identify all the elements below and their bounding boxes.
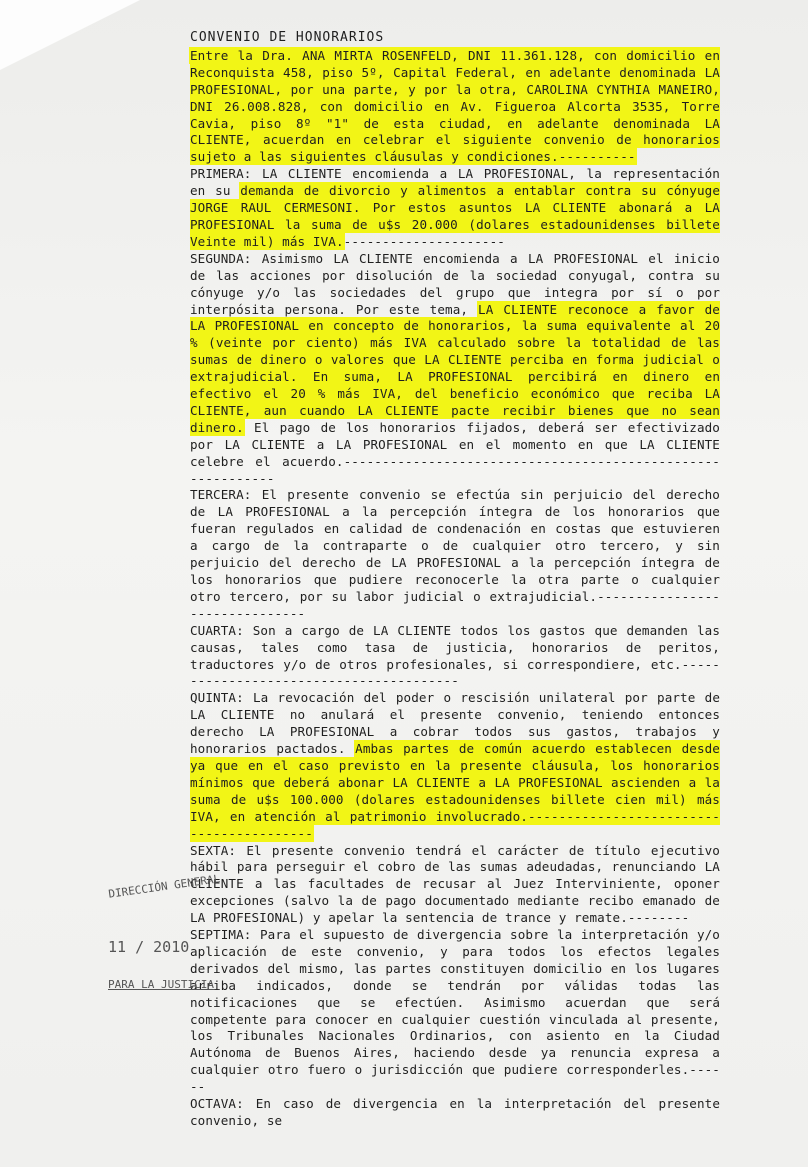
highlighted-text: LA CLIENTE reconoce a favor de LA PROFESIONAL en concepto de honorarios, la suma equivalente al 20 % (veinte por ciento) más IVA calculado sobre la totalidad de las sumas de dinero o valores que LA CLIENTE perciba en forma judicial o extrajudicial. En suma, LA PROFESIONAL percibirá en dinero en efectivo el 20 % más IVA, del beneficio económico que reciba LA CLIENTE, aun cuando LA CLIENTE pacte recibir bienes que no sean dinero. (190, 301, 720, 435)
clause-sexta: SEXTA: El presente convenio tendrá el carácter de título ejecutivo hábil para perseguir el cobro de las sumas adeudadas, renunciando LA CLIENTE a las facultades de recusar al Juez Interviniente, oponer excepciones (salvo la de pago documentado mediante recibo emanado de LA PROFESIONAL) y apelar la sentencia de trance y remate.-------- (190, 842, 720, 926)
folded-corner (0, 0, 140, 70)
clause-cuarta: CUARTA: Son a cargo de LA CLIENTE todos los gastos que demanden las causas, tales como tasa de justicia, honorarios de peritos, traductores y/o de otros profesionales, si correspondiere, etc.---------------------------------------- (190, 622, 720, 689)
highlighted-text: Ambas partes de común acuerdo establecen desde ya que en el caso previsto en la presente cláusula, los honorarios mínimos que deberá abonar LA CLIENTE a LA PROFESIONAL ascienden a la suma de u$s 100.000 (dolares estadounidenses billete cien mil) más IVA, en atención al patrimonio involucrado.----------------------------------------- (190, 741, 720, 841)
text-segment: El pago de los honorarios fijados, deberá ser efectivizado por LA CLIENTE a LA PROFESIONAL en el momento en que LA CLIENTE celebre el acuerdo.------------------------------------------------------------ (190, 419, 720, 486)
text-segment: --------------------- (343, 233, 505, 249)
text-segment: QUINTA: La revocación del poder o rescisión unilateral por parte de LA CLIENTE no anulará el presente convenio, teniendo entonces derecho LA PROFESIONAL a cobrar todos sus gastos, trabajos y honorarios pactados. (190, 690, 720, 757)
stamp-line-3: PARA LA JUSTICIA (108, 978, 214, 991)
stamp-date: 11 / 2010 (108, 938, 190, 956)
clause-quinta (190, 690, 720, 842)
clause-segunda (190, 251, 720, 488)
text-segment: PRIMERA: LA CLIENTE encomienda a LA PROFESIONAL, la representación en su (190, 166, 720, 199)
highlighted-text: Entre la Dra. ANA MIRTA ROSENFELD, DNI 11.361.128, con domicilio en Reconquista 458, piso 5º, Capital Federal, en adelante denominada LA PROFESIONAL, por una parte, y por la otra, CAROLINA CYNTHIA MANEIRO, DNI 26.008.828, con domicilio en Av. Figueroa Alcorta 3535, Torre Cavia, piso 8º "1" de esta ciudad, en adelante denominada LA CLIENTE, acuerdan en celebrar el siguiente convenio de honorarios sujeto a las siguientes cláusulas y condiciones.---------- (190, 47, 720, 165)
clause-primera (190, 166, 720, 251)
highlighted-text: demanda de divorcio y alimentos a entablar contra su cónyuge JORGE RAUL CERMESONI. Por estos asuntos LA CLIENTE abonará a LA PROFESIONAL la suma de u$s 20.000 (dolares estadounidenses billete Veinte mil) más IVA. (190, 183, 720, 249)
court-stamp (68, 860, 268, 1040)
document-title: CONVENIO DE HONORARIOS (190, 30, 385, 45)
clause-octava: OCTAVA: En caso de divergencia en la interpretación del presente convenio, se (190, 1096, 720, 1128)
text-segment: SEGUNDA: Asimismo LA CLIENTE encomienda a LA PROFESIONAL el inicio de las acciones por disolución de la sociedad conyugal, contra su cónyuge y/o las sociedades del grupo que integra por sí o por interpósita persona. Por este tema, (190, 250, 720, 317)
clause-septima: SEPTIMA: Para el supuesto de divergencia sobre la interpretación y/o aplicación de este convenio, y para todos los efectos legales derivados del mismo, las partes constituyen domicilio en los lugares arriba indicados, donde se tendrán por válidas todas las notificaciones que se efectúen. Asimismo acuerdan que será competente para conocer en cualquier cuestión vinculada al presente, los Tribunales Nacionales Ordinarios, con asiento en la Ciudad Autónoma de Buenos Aires, haciendo desde ya renuncia expresa a cualquier otro fuero o jurisdicción que pudiere corresponderles.------ (190, 927, 720, 1095)
intro-paragraph (190, 48, 720, 166)
agreement-text (190, 30, 720, 1130)
clause-tercera: TERCERA: El presente convenio se efectúa sin perjuicio del derecho de LA PROFESIONAL a la percepción íntegra de los honorarios que fueran regulados en calidad de condenación en costas que estuvieren a cargo de la contraparte o de cualquier otro tercero, y sin perjuicio del derecho de LA PROFESIONAL a la percepción íntegra de los honorarios que pudiere reconocerle la otra parte o cualquier otro tercero, por su labor judicial o extrajudicial.------------------------------- (190, 487, 720, 621)
stamp-line-1: DIRECCIÓN GENERAL (107, 872, 221, 901)
